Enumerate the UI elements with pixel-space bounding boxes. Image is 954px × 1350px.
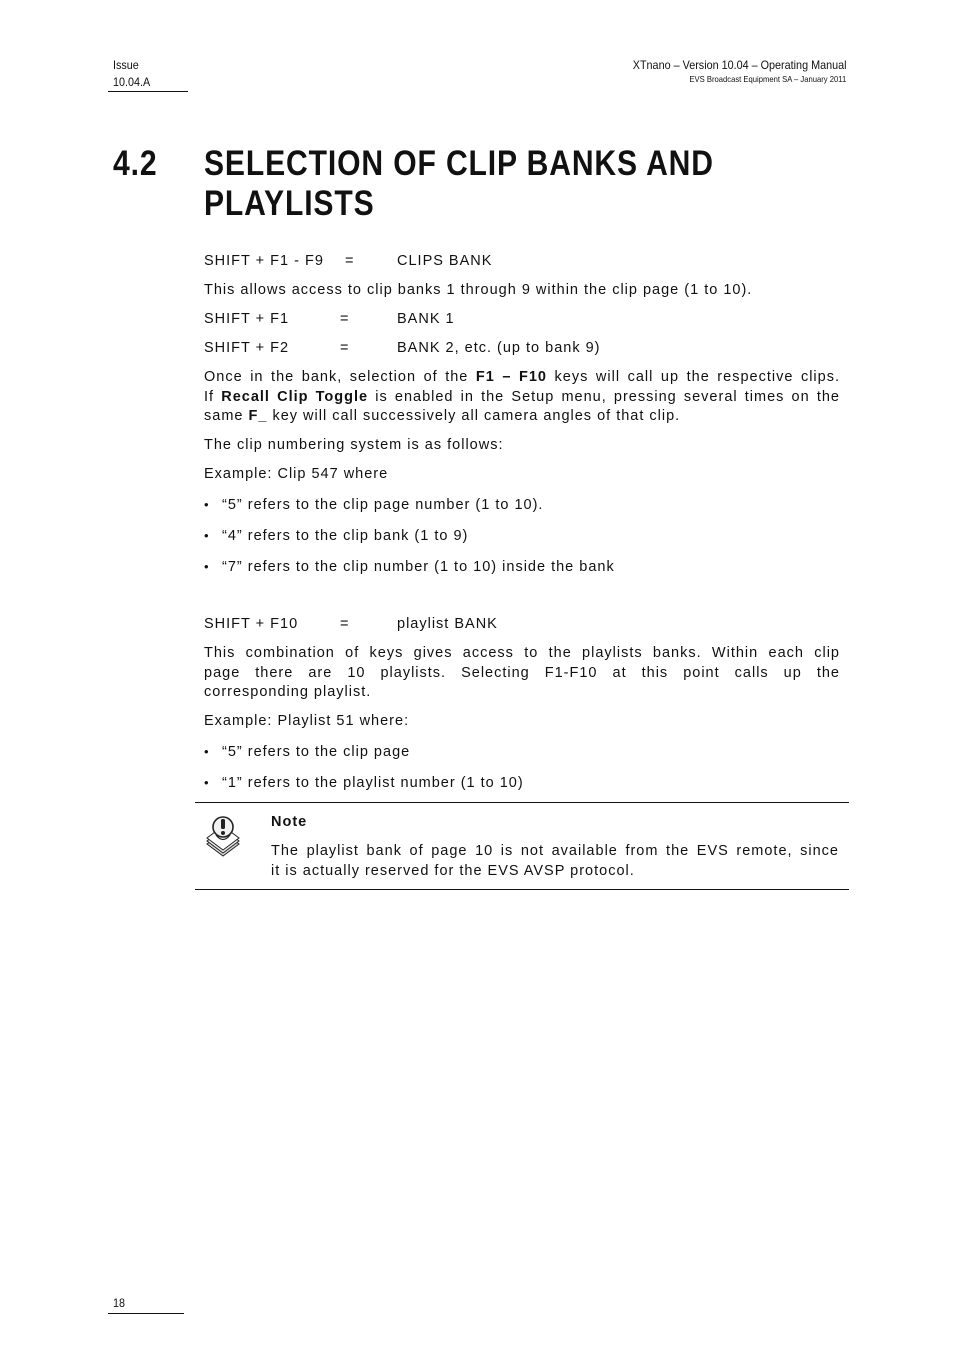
bullet-icon: • [204, 744, 210, 759]
note-warning-icon [204, 814, 242, 860]
shortcut-keys-playlist-bank: SHIFT + F10 [204, 616, 299, 632]
header-rule-left [108, 91, 188, 92]
shortcut-equals: = [345, 253, 355, 269]
bullet-icon: • [204, 559, 210, 574]
paragraph-line: Once in the bank, selection of the F1 – F10 keys will call up the respective clips. [204, 369, 840, 385]
list-item: • “4” refers to the clip bank (1 to 9) [204, 528, 469, 544]
paragraph-line: If Recall Clip Toggle is enabled in the Setup menu, pressing several times on the [204, 388, 840, 405]
shortcut-equals: = [340, 616, 350, 632]
shortcut-action-clips-bank: CLIPS BANK [397, 253, 493, 269]
shortcut-keys-clips-bank: SHIFT + F1 - F9 [204, 253, 324, 269]
page-number: 18 [113, 1296, 126, 1310]
section-title-line2: PLAYLISTS [204, 184, 375, 223]
issue-label: Issue [113, 58, 139, 72]
playlist-paragraph [204, 644, 840, 703]
bullet-icon: • [204, 775, 210, 790]
note-heading: Note [271, 814, 308, 830]
paragraph-line: This combination of keys gives access to the playlists banks. Within each clip [204, 645, 840, 661]
note-bottom-rule [195, 889, 849, 890]
section-number: 4.2 [113, 144, 158, 183]
numbering-intro: The clip numbering system is as follows: [204, 437, 504, 453]
note-line: it is actually reserved for the EVS AVSP protocol. [271, 862, 635, 879]
note-top-rule [195, 802, 849, 803]
list-item: • “5” refers to the clip page [204, 744, 411, 760]
paragraph-line: page there are 10 playlists. Selecting F1-F10 at this point calls up the [204, 664, 840, 681]
note-body [271, 842, 839, 881]
note-line: The playlist bank of page 10 is not available from the EVS remote, since [271, 843, 839, 859]
publisher-line: EVS Broadcast Equipment SA – January 2011 [689, 74, 846, 84]
shortcut-equals: = [340, 311, 350, 327]
footer-rule [108, 1313, 184, 1314]
list-item: • “5” refers to the clip page number (1 to 10). [204, 497, 544, 513]
list-item: • “7” refers to the clip number (1 to 10) inside the bank [204, 559, 615, 575]
issue-number: 10.04.A [113, 75, 151, 89]
bank-selection-paragraph [204, 368, 840, 427]
shortcut-action-playlist-bank: playlist BANK [397, 616, 498, 632]
clip-example: Example: Clip 547 where [204, 466, 389, 482]
paragraph-line: same F_ key will call successively all camera angles of that clip. [204, 408, 681, 424]
bullet-icon: • [204, 528, 210, 543]
shortcut-action-bank2: BANK 2, etc. (up to bank 9) [397, 340, 601, 356]
shortcut-action-bank1: BANK 1 [397, 311, 455, 327]
playlist-example: Example: Playlist 51 where: [204, 713, 410, 729]
shortcut-keys-bank2: SHIFT + F2 [204, 340, 290, 356]
list-item: • “1” refers to the playlist number (1 to 10) [204, 775, 524, 791]
section-title-line1: SELECTION OF CLIP BANKS AND [204, 144, 714, 183]
clips-bank-intro: This allows access to clip banks 1 through 9 within the clip page (1 to 10). [204, 282, 753, 298]
manual-title: XTnano – Version 10.04 – Operating Manual [632, 58, 846, 72]
shortcut-equals: = [340, 340, 350, 356]
bullet-icon: • [204, 497, 210, 512]
paragraph-line: corresponding playlist. [204, 684, 372, 700]
shortcut-keys-bank1: SHIFT + F1 [204, 311, 290, 327]
